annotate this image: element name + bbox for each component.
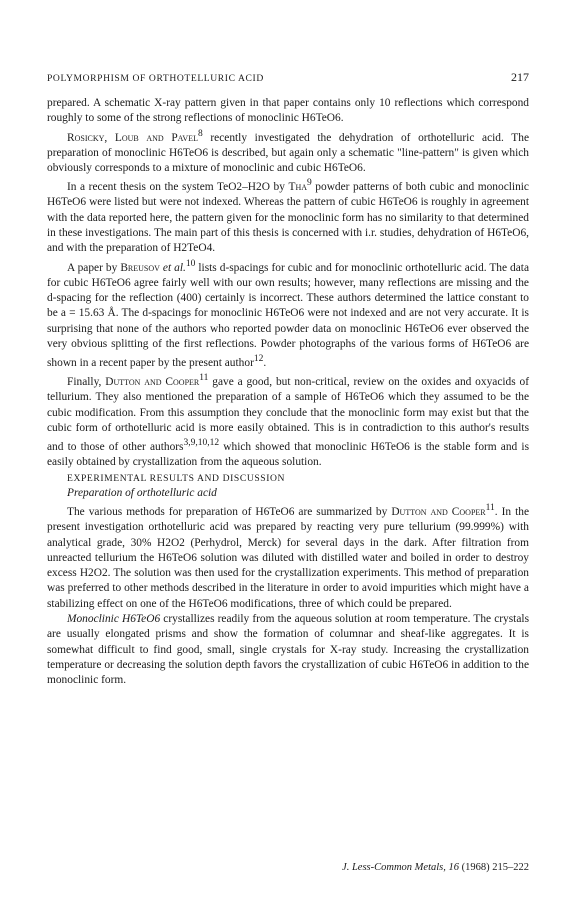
reference-mark: 3,9,10,12 [183,438,220,449]
paragraph-text: powder patterns of both cubic and monoclinic H6TeO6 were listed but were not indexed. Whereas the pattern of cubic H6TeO6 is roughly in agreement with the data reported here, the pattern given for the monoclinic form has no similarity to that determined in these investigations. The main part of this thesis is concerned with i.r. studies, dehydration of H6TeO6, and with the preparation of H2TeO4. [47,181,529,255]
reference-mark: 12 [253,354,264,365]
paragraph-text: . In the present investigation orthotelluric acid was prepared by reacting very pure tellurium (99.999%) with analytical grade, 30% H2O2 (Perhydrol, Merck) for several days in the dark. After filtration from unreacted tellurium the H6TeO6 solution was diluted with distilled water and boiled in order to destroy excess H2O2. The solution was then used for the crystallization experiments. This method of preparation was preferred to other methods described in the literature in order to avoid impurities which might have a stabilizing effect on one of the H6TeO6 modifications, three of which could be prepared. [47,506,529,610]
journal-citation [342,862,529,873]
paragraph-2 [47,127,529,177]
journal-name: J. Less-Common Metals, [342,862,446,873]
paragraph-7 [47,612,529,688]
paragraph-1: prepared. A schematic X-ray pattern given in that paper contains only 10 reflections which correspond roughly to some of the strong reflections of monoclinic H6TeO6. [47,97,529,125]
paragraph-text: crystallizes readily from the aqueous solution at room temperature. The crystals are usually elongated prisms and show the formation of columnar and sheaf-like aggregates. It is somewhat difficult to find good, small, single crystals for X-ray study. Increasing the crystallization temperature or decreasing the solution depth favors the crystallization of cubic H6TeO6 in addition to the monoclinic form. [47,613,529,687]
subsection-heading: Preparation of orthotelluric acid [67,486,217,499]
author-names: Tha [288,181,307,194]
paragraph-text: lists d-spacings for cubic and for monoclinic orthotelluric acid. The data for cubic H6TeO6 agree fairly well with our own results; however, many reflections are missing and the d-spacing for the reflection (400) certainly is incorrect. These authors determined the lattice constant to be a = 15.63 Å. The d-spacings for monoclinic H6TeO6 were not indexed and are not very accurate. It is surprising that none of the authors who reported powder data on monoclinic H6TeO6 ever observed the very obvious splitting of the first reflections. Powder photographs of the various forms of H6TeO6 are shown in a recent paper by the present author [47,261,530,369]
reference-mark: 8 [197,128,203,139]
paragraph-3 [47,176,529,256]
paragraph-6 [47,501,529,612]
paragraph-text: recently investigated the dehydration of orthotelluric acid. The preparation of monoclinic H6TeO6 is described, but again only a schematic "line-pattern" is given which obviously corresponds to a mixture of monoclinic and cubic H6TeO6. [47,131,529,174]
journal-year-pages: (1968) 215–222 [461,862,529,873]
paragraph-text: Finally, [67,376,106,389]
paragraph-4 [47,257,529,372]
paragraph-text: A paper by [67,261,121,274]
paragraph-lead-italic: Monoclinic H6TeO6 [67,613,161,626]
page-number: 217 [511,70,529,84]
author-names: Dutton and Cooper [391,506,486,518]
running-title: POLYMORPHISM OF ORTHOTELLURIC ACID [47,73,264,84]
running-head [47,70,529,85]
reference-mark: 11 [199,373,209,384]
paragraph-text: The various methods for preparation of H6TeO6 are summarized by [67,506,392,518]
paragraph-text: In a recent thesis on the system TeO2–H2O by [67,181,289,194]
reference-mark: 9 [307,178,312,189]
paragraph-text: . [263,356,267,369]
author-names: Dutton and Cooper [105,376,200,389]
journal-volume: 16 [448,862,459,873]
paragraph-text: gave a good, but non-critical, review on the oxides and oxyacids of tellurium. They also mentioned the preparation of a sample of H6TeO6 which they assumed to be the cubic modification. From this assumption they conclude that the monoclinic form may exist but that the cubic form of orthotelluric acid is more easily obtained. This is in contradiction to this author's results and to those of other authors [47,376,529,454]
author-names: Breusov [120,261,160,274]
et-al: et al. [159,261,186,274]
paragraph-text: which showed that monoclinic H6TeO6 is the stable form and is easily obtained by crystallization from the aqueous solution. [47,441,529,469]
reference-mark: 10 [185,258,196,269]
paragraph-5 [47,371,529,470]
reference-mark: 11 [485,503,495,514]
section-heading: EXPERIMENTAL RESULTS AND DISCUSSION [67,472,286,484]
author-names: Rosicky, Loub and Pavel [67,131,198,144]
article-body [47,96,529,689]
